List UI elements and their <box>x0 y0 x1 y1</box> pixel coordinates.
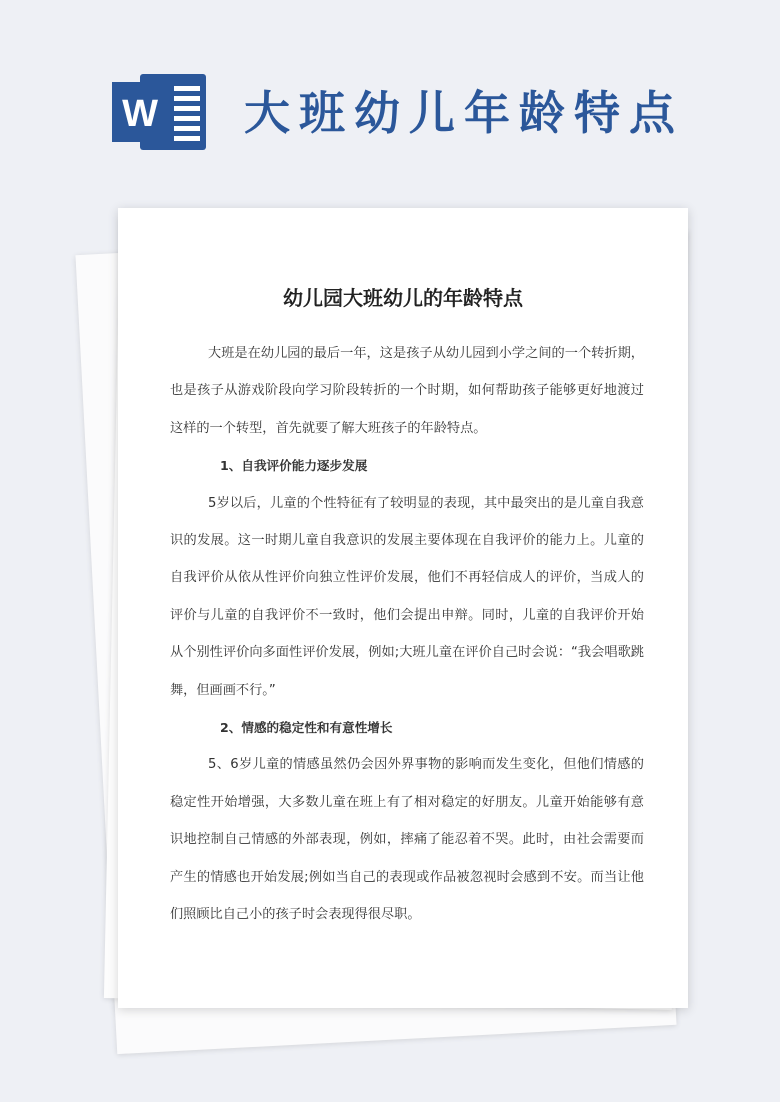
document-title: 幼儿园大班幼儿的年龄特点 <box>283 286 523 310</box>
section-paragraph: 5、6岁儿童的情感虽然仍会因外界事物的影响而发生变化，但他们情感的稳定性开始增强，大多数儿童在班上有了相对稳定的好朋友。儿童开始能够有意识地控制自己情感的外部表现，例如，摔痛了能忍着不哭。此时，由社会需要而产生的情感也开始发展;例如当自己的表现或作品被忽视时会感到不安。而当让他们照顾比自己小的孩子时会表现得很尽职。 <box>170 757 644 923</box>
header-banner <box>0 0 780 200</box>
section-heading: 1、自我评价能力逐步发展 <box>220 458 368 474</box>
banner-title: 大班幼儿年龄特点 <box>244 86 684 140</box>
document-page <box>118 208 688 1008</box>
document-body <box>170 335 644 934</box>
word-icon-letter: W <box>122 93 158 135</box>
section-paragraph: 5岁以后，儿童的个性特征有了较明显的表现，其中最突出的是儿童自我意识的发展。这一时期儿童自我意识的发展主要体现在自我评价的能力上。儿童的自我评价从依从性评价向独立性评价发展，他们不再轻信成人的评价，当成人的评价与儿童的自我评价不一致时，他们会提出申辩。同时，儿童的自我评价开始从个别性评价向多面性评价发展，例如;大班儿童在评价自己时会说：“我会唱歌跳舞，但画画不行。” <box>170 495 644 698</box>
section-heading: 2、情感的稳定性和有意性增长 <box>220 720 393 736</box>
intro-paragraph: 大班是在幼儿园的最后一年，这是孩子从幼儿园到小学之间的一个转折期，也是孩子从游戏阶段向学习阶段转折的一个时期，如何帮助孩子能够更好地渡过这样的一个转型，首先就要了解大班孩子的年龄特点。 <box>170 346 644 436</box>
word-document-icon <box>112 72 208 152</box>
